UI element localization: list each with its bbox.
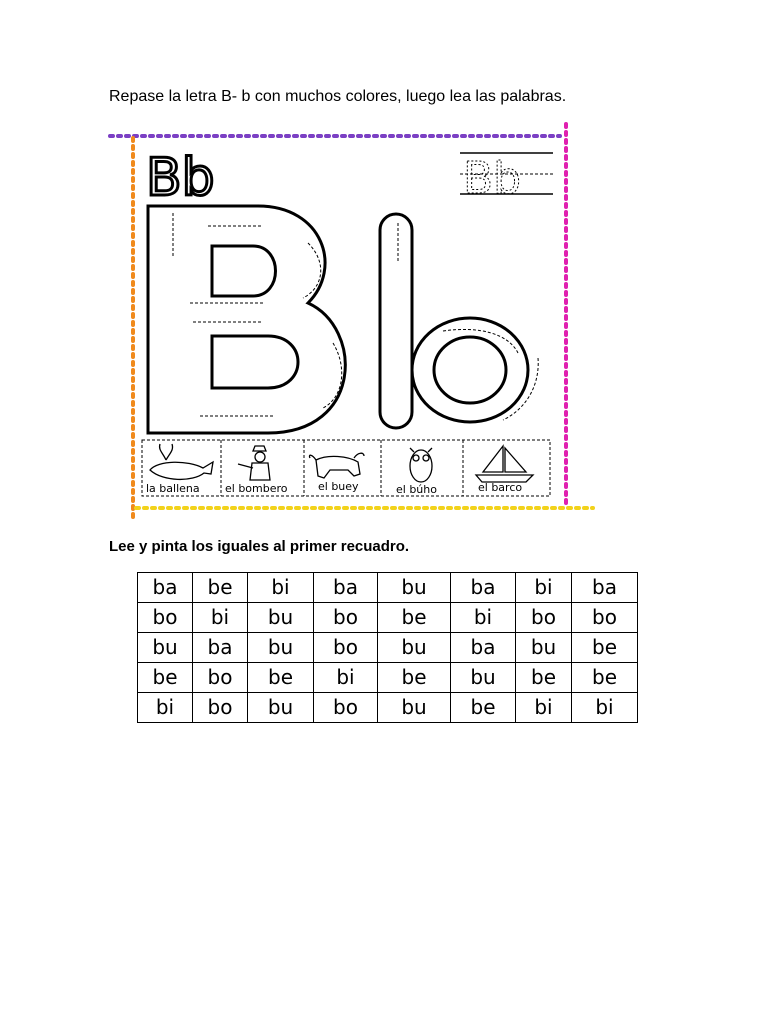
caption-el-bombero: el bombero bbox=[225, 482, 288, 495]
syllable-cell[interactable]: ba bbox=[451, 573, 516, 603]
caption-el-buho: el búho bbox=[396, 483, 437, 496]
syllable-cell[interactable]: bi bbox=[516, 573, 572, 603]
table-row bbox=[138, 693, 638, 723]
syllable-cell[interactable]: bo bbox=[572, 603, 638, 633]
small-b-stroke-arrows bbox=[398, 223, 538, 420]
syllable-cell[interactable]: be bbox=[138, 663, 193, 693]
owl-icon bbox=[410, 448, 432, 482]
syllable-cell[interactable]: bu bbox=[516, 633, 572, 663]
syllable-cell[interactable]: bu bbox=[378, 693, 451, 723]
small-bb-letters: Bb bbox=[146, 148, 215, 208]
table-row bbox=[138, 663, 638, 693]
table-row bbox=[138, 633, 638, 663]
syllable-cell[interactable]: be bbox=[451, 693, 516, 723]
caption-el-barco: el barco bbox=[478, 481, 523, 494]
ox-icon bbox=[309, 453, 364, 478]
syllable-cell[interactable]: ba bbox=[193, 633, 248, 663]
syllable-cell[interactable]: bu bbox=[378, 633, 451, 663]
syllable-cell[interactable]: ba bbox=[314, 573, 378, 603]
svg-text:Bb: Bb bbox=[463, 153, 522, 204]
syllable-cell[interactable]: be bbox=[516, 663, 572, 693]
syllable-cell[interactable]: bu bbox=[378, 573, 451, 603]
syllable-cell[interactable]: bo bbox=[193, 693, 248, 723]
syllable-cell[interactable]: bo bbox=[516, 603, 572, 633]
tracing-bb-guide bbox=[460, 153, 553, 204]
letter-b-worksheet-image bbox=[108, 118, 598, 524]
syllable-cell[interactable]: bi bbox=[451, 603, 516, 633]
table-row bbox=[138, 573, 638, 603]
syllable-cell[interactable]: bo bbox=[314, 693, 378, 723]
whale-icon bbox=[150, 444, 213, 479]
table-row bbox=[138, 603, 638, 633]
instruction-read-and-paint: Lee y pinta los iguales al primer recuadro. bbox=[109, 538, 410, 555]
syllable-cell[interactable]: bi bbox=[193, 603, 248, 633]
big-letter-b-outline bbox=[148, 206, 345, 433]
syllable-cell[interactable]: bu bbox=[248, 633, 314, 663]
syllable-cell[interactable]: bu bbox=[138, 633, 193, 663]
syllable-cell[interactable]: be bbox=[572, 633, 638, 663]
big-letter-b-lowercase-outline bbox=[380, 214, 528, 428]
syllable-cell[interactable]: bu bbox=[248, 693, 314, 723]
syllable-cell[interactable]: bu bbox=[248, 603, 314, 633]
syllable-table bbox=[137, 572, 638, 723]
instruction-trace-letter: Repase la letra B- b con muchos colores, luego lea las palabras. bbox=[109, 88, 567, 105]
syllable-cell[interactable]: ba bbox=[138, 573, 193, 603]
syllable-cell[interactable]: bi bbox=[516, 693, 572, 723]
caption-la-ballena: la ballena bbox=[146, 482, 200, 495]
syllable-cell[interactable]: be bbox=[248, 663, 314, 693]
syllable-cell[interactable]: be bbox=[193, 573, 248, 603]
syllable-cell[interactable]: bo bbox=[314, 603, 378, 633]
syllable-cell[interactable]: bi bbox=[248, 573, 314, 603]
syllable-cell[interactable]: be bbox=[378, 603, 451, 633]
syllable-cell[interactable]: ba bbox=[572, 573, 638, 603]
syllable-cell[interactable]: bo bbox=[314, 633, 378, 663]
syllable-cell[interactable]: be bbox=[572, 663, 638, 693]
syllable-cell[interactable]: bu bbox=[451, 663, 516, 693]
syllable-cell[interactable]: bi bbox=[314, 663, 378, 693]
big-b-stroke-arrows bbox=[173, 213, 342, 416]
syllable-cell[interactable]: be bbox=[378, 663, 451, 693]
syllable-cell[interactable]: bo bbox=[138, 603, 193, 633]
firefighter-icon bbox=[238, 446, 270, 480]
syllable-cell[interactable]: ba bbox=[451, 633, 516, 663]
syllable-cell[interactable]: bo bbox=[193, 663, 248, 693]
caption-el-buey: el buey bbox=[318, 480, 359, 493]
syllable-cell[interactable]: bi bbox=[138, 693, 193, 723]
sailboat-icon bbox=[476, 446, 533, 482]
syllable-cell[interactable]: bi bbox=[572, 693, 638, 723]
